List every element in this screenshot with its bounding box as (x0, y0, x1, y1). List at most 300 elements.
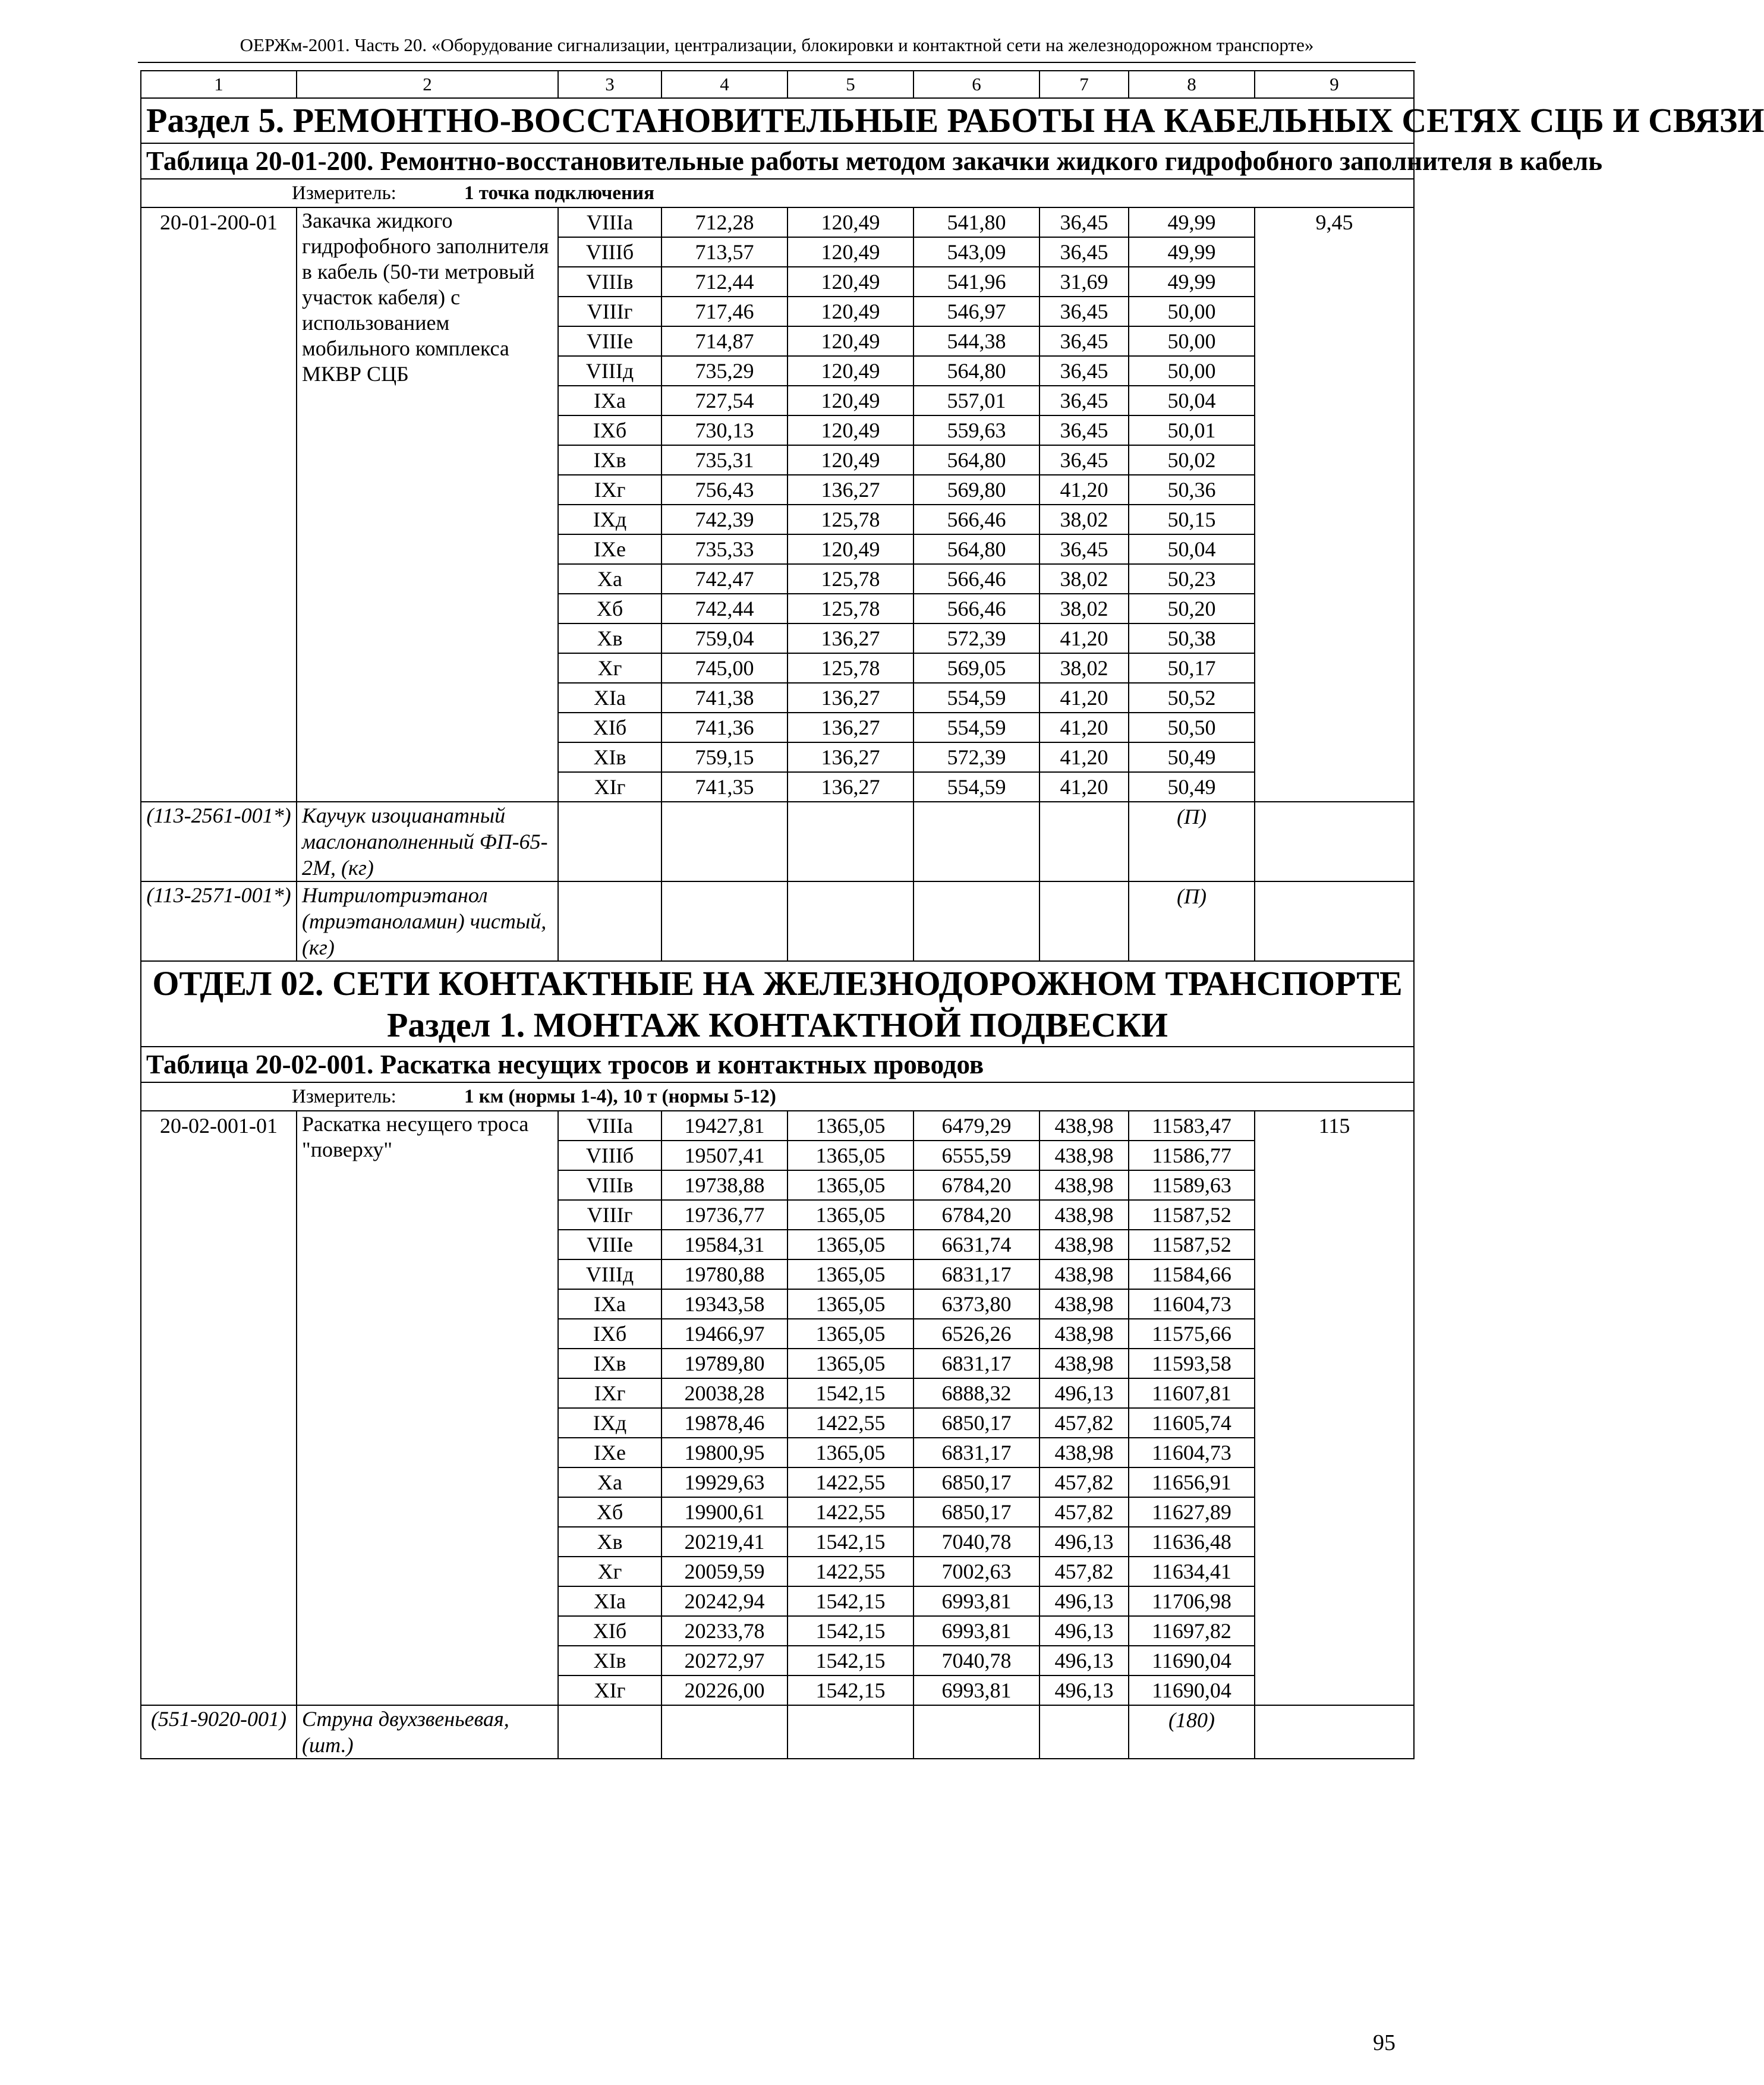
value-cell: 136,27 (788, 742, 914, 772)
value-cell: 38,02 (1040, 564, 1129, 594)
zone-cell: XIа (558, 1586, 662, 1616)
value-cell: 6831,17 (914, 1259, 1040, 1289)
empty-cell (662, 881, 788, 961)
value-cell: 572,39 (914, 742, 1040, 772)
value-cell: 756,43 (662, 475, 788, 505)
empty-cell (1040, 881, 1129, 961)
measure-label: Измеритель: (292, 182, 396, 204)
value-cell: 557,01 (914, 386, 1040, 415)
value-cell: 19789,80 (662, 1349, 788, 1378)
value-cell: 36,45 (1040, 207, 1129, 237)
value-cell: 1542,15 (788, 1378, 914, 1408)
value-cell: 11593,58 (1129, 1349, 1255, 1378)
empty-cell (1255, 1705, 1414, 1759)
zone-cell: XIа (558, 683, 662, 713)
value-cell: 120,49 (788, 297, 914, 326)
value-cell: 120,49 (788, 386, 914, 415)
value-cell: 712,28 (662, 207, 788, 237)
zone-cell: VIIIд (558, 1259, 662, 1289)
value-cell: 11697,82 (1129, 1616, 1255, 1646)
value-cell: 50,38 (1129, 623, 1255, 653)
material-code: (113-2571-001*) (141, 881, 297, 961)
table-row (141, 207, 1414, 237)
empty-cell (914, 881, 1040, 961)
value-cell: 717,46 (662, 297, 788, 326)
value-cell: 1422,55 (788, 1557, 914, 1586)
value-cell: 6850,17 (914, 1467, 1040, 1497)
division-section: Раздел 1. МОНТАЖ КОНТАКТНОЙ ПОДВЕСКИ (386, 1006, 1168, 1044)
value-cell: 120,49 (788, 267, 914, 297)
value-cell: 1542,15 (788, 1646, 914, 1675)
empty-cell (558, 802, 662, 881)
value-cell: 6993,81 (914, 1586, 1040, 1616)
value-cell: 1422,55 (788, 1497, 914, 1527)
norm-code: 20-02-001-01 (141, 1111, 297, 1705)
division-heading-row (141, 961, 1414, 1047)
value-cell: 554,59 (914, 683, 1040, 713)
empty-cell (662, 802, 788, 881)
value-cell: 11636,48 (1129, 1527, 1255, 1557)
column-number: 4 (662, 71, 788, 98)
value-cell: 6888,32 (914, 1378, 1040, 1408)
measure-cell (141, 1082, 1414, 1111)
value-cell: 438,98 (1040, 1349, 1129, 1378)
value-cell: 20272,97 (662, 1646, 788, 1675)
zone-cell: IXг (558, 1378, 662, 1408)
column-number-row (141, 71, 1414, 98)
value-cell: 438,98 (1040, 1200, 1129, 1230)
value-cell: 50,20 (1129, 594, 1255, 623)
value-cell: 136,27 (788, 623, 914, 653)
value-cell: 41,20 (1040, 772, 1129, 802)
value-cell: 19736,77 (662, 1200, 788, 1230)
header-rule (138, 62, 1416, 63)
value-cell: 1542,15 (788, 1675, 914, 1705)
value-cell: 19800,95 (662, 1438, 788, 1467)
value-cell: 11584,66 (1129, 1259, 1255, 1289)
measure-value: 1 точка подключения (464, 182, 654, 204)
zone-cell: VIIIг (558, 297, 662, 326)
zone-cell: IXб (558, 415, 662, 445)
value-cell: 7040,78 (914, 1527, 1040, 1557)
value-cell: 1542,15 (788, 1616, 914, 1646)
value-cell: 50,00 (1129, 356, 1255, 386)
zone-cell: XIв (558, 742, 662, 772)
value-cell: 136,27 (788, 713, 914, 742)
value-cell: 19878,46 (662, 1408, 788, 1438)
page-number: 95 (1373, 2030, 1396, 2055)
value-cell: 41,20 (1040, 742, 1129, 772)
value-cell: 11604,73 (1129, 1289, 1255, 1319)
empty-cell (788, 1705, 914, 1759)
division-title: ОТДЕЛ 02. СЕТИ КОНТАКТНЫЕ НА ЖЕЛЕЗНОДОРОЖНОМ ТРАНСПОРТЕ (152, 964, 1403, 1003)
value-cell: 564,80 (914, 356, 1040, 386)
value-cell: 438,98 (1040, 1319, 1129, 1349)
zone-cell: IXв (558, 445, 662, 475)
value-cell: 1365,05 (788, 1349, 914, 1378)
measure-row (141, 179, 1414, 207)
zone-cell: VIIIа (558, 207, 662, 237)
value-cell: 50,23 (1129, 564, 1255, 594)
value-cell: 1365,05 (788, 1230, 914, 1259)
value-cell: 19900,61 (662, 1497, 788, 1527)
value-cell: 50,15 (1129, 505, 1255, 534)
value-cell: 1542,15 (788, 1586, 914, 1616)
value-cell: 38,02 (1040, 594, 1129, 623)
value-cell: 136,27 (788, 475, 914, 505)
value-cell: 6479,29 (914, 1111, 1040, 1141)
value-cell: 120,49 (788, 326, 914, 356)
empty-cell (1040, 802, 1129, 881)
empty-cell (914, 802, 1040, 881)
value-cell: 20226,00 (662, 1675, 788, 1705)
column-number: 3 (558, 71, 662, 98)
value-cell: 11575,66 (1129, 1319, 1255, 1349)
zone-cell: VIIIв (558, 267, 662, 297)
value-cell: 564,80 (914, 534, 1040, 564)
value-cell: 125,78 (788, 594, 914, 623)
value-cell: 11604,73 (1129, 1438, 1255, 1467)
value-cell: 120,49 (788, 445, 914, 475)
value-cell: 36,45 (1040, 356, 1129, 386)
value-cell: 745,00 (662, 653, 788, 683)
value-cell: 735,31 (662, 445, 788, 475)
zone-cell: VIIIд (558, 356, 662, 386)
value-cell: 712,44 (662, 267, 788, 297)
value-cell: 41,20 (1040, 475, 1129, 505)
value-cell: 566,46 (914, 505, 1040, 534)
value-cell: 50,01 (1129, 415, 1255, 445)
material-value: (П) (1129, 802, 1255, 881)
zone-cell: VIIIб (558, 1141, 662, 1170)
value-cell: 125,78 (788, 564, 914, 594)
norms-table (140, 70, 1764, 1759)
value-cell: 742,39 (662, 505, 788, 534)
value-cell: 496,13 (1040, 1586, 1129, 1616)
value-cell: 1365,05 (788, 1141, 914, 1170)
value-cell: 50,49 (1129, 742, 1255, 772)
material-name: Струна двухзвеньевая, (шт.) (297, 1705, 558, 1759)
value-cell: 49,99 (1129, 237, 1255, 267)
zone-cell: VIIIб (558, 237, 662, 267)
value-cell: 1365,05 (788, 1170, 914, 1200)
value-cell: 50,52 (1129, 683, 1255, 713)
zone-cell: VIIIе (558, 326, 662, 356)
value-cell: 730,13 (662, 415, 788, 445)
empty-cell (1255, 802, 1414, 881)
empty-cell (1255, 881, 1414, 961)
zone-cell: Xа (558, 1467, 662, 1497)
zone-cell: XIв (558, 1646, 662, 1675)
col9-value: 9,45 (1255, 207, 1414, 802)
empty-cell (558, 881, 662, 961)
zone-cell: IXа (558, 386, 662, 415)
zone-cell: Xа (558, 564, 662, 594)
zone-cell: VIIIв (558, 1170, 662, 1200)
value-cell: 36,45 (1040, 534, 1129, 564)
value-cell: 735,29 (662, 356, 788, 386)
value-cell: 11607,81 (1129, 1378, 1255, 1408)
value-cell: 7002,63 (914, 1557, 1040, 1586)
value-cell: 19343,58 (662, 1289, 788, 1319)
value-cell: 6850,17 (914, 1497, 1040, 1527)
measure-label: Измеритель: (292, 1086, 396, 1107)
measure-cell (141, 179, 1414, 207)
value-cell: 438,98 (1040, 1289, 1129, 1319)
value-cell: 125,78 (788, 505, 914, 534)
zone-cell: XIг (558, 1675, 662, 1705)
value-cell: 741,38 (662, 683, 788, 713)
zone-cell: XIб (558, 713, 662, 742)
value-cell: 20219,41 (662, 1527, 788, 1557)
value-cell: 50,04 (1129, 386, 1255, 415)
value-cell: 36,45 (1040, 386, 1129, 415)
table-title: Таблица 20-01-200. Ремонтно-восстановительные работы методом закачки жидкого гидрофобного заполнителя в кабель (141, 143, 1414, 179)
value-cell: 1542,15 (788, 1527, 914, 1557)
column-number: 6 (914, 71, 1040, 98)
value-cell: 496,13 (1040, 1646, 1129, 1675)
value-cell: 11589,63 (1129, 1170, 1255, 1200)
zone-cell: IXд (558, 505, 662, 534)
value-cell: 11634,41 (1129, 1557, 1255, 1586)
zone-cell: Xг (558, 653, 662, 683)
value-cell: 6526,26 (914, 1319, 1040, 1349)
zone-cell: IXе (558, 1438, 662, 1467)
value-cell: 120,49 (788, 207, 914, 237)
table-title-row (141, 143, 1414, 179)
value-cell: 19584,31 (662, 1230, 788, 1259)
value-cell: 1365,05 (788, 1319, 914, 1349)
zone-cell: Xб (558, 594, 662, 623)
material-code: (113-2561-001*) (141, 802, 297, 881)
value-cell: 6850,17 (914, 1408, 1040, 1438)
value-cell: 50,17 (1129, 653, 1255, 683)
value-cell: 11690,04 (1129, 1646, 1255, 1675)
value-cell: 20059,59 (662, 1557, 788, 1586)
empty-cell (558, 1705, 662, 1759)
value-cell: 36,45 (1040, 326, 1129, 356)
value-cell: 6831,17 (914, 1349, 1040, 1378)
value-cell: 36,45 (1040, 415, 1129, 445)
value-cell: 38,02 (1040, 505, 1129, 534)
value-cell: 457,82 (1040, 1497, 1129, 1527)
value-cell: 36,45 (1040, 445, 1129, 475)
empty-cell (662, 1705, 788, 1759)
value-cell: 564,80 (914, 445, 1040, 475)
value-cell: 11587,52 (1129, 1230, 1255, 1259)
empty-cell (914, 1705, 1040, 1759)
section-heading: Раздел 5. РЕМОНТНО-ВОССТАНОВИТЕЛЬНЫЕ РАБОТЫ НА КАБЕЛЬНЫХ СЕТЯХ СЦБ И СВЯЗИ (141, 98, 1414, 143)
zone-cell: IXа (558, 1289, 662, 1319)
value-cell: 125,78 (788, 653, 914, 683)
column-number: 2 (297, 71, 558, 98)
value-cell: 457,82 (1040, 1557, 1129, 1586)
value-cell: 20038,28 (662, 1378, 788, 1408)
table-title: Таблица 20-02-001. Раскатка несущих тросов и контактных проводов (141, 1047, 1414, 1082)
value-cell: 19780,88 (662, 1259, 788, 1289)
value-cell: 541,80 (914, 207, 1040, 237)
value-cell: 457,82 (1040, 1408, 1129, 1438)
zone-cell: IXг (558, 475, 662, 505)
value-cell: 713,57 (662, 237, 788, 267)
table-row (141, 1111, 1414, 1141)
value-cell: 120,49 (788, 237, 914, 267)
value-cell: 1365,05 (788, 1111, 914, 1141)
column-number: 1 (141, 71, 297, 98)
material-code: (551-9020-001) (141, 1705, 297, 1759)
value-cell: 19466,97 (662, 1319, 788, 1349)
value-cell: 38,02 (1040, 653, 1129, 683)
value-cell: 6631,74 (914, 1230, 1040, 1259)
value-cell: 566,46 (914, 564, 1040, 594)
value-cell: 6373,80 (914, 1289, 1040, 1319)
material-value: (П) (1129, 881, 1255, 961)
value-cell: 1365,05 (788, 1289, 914, 1319)
value-cell: 120,49 (788, 356, 914, 386)
value-cell: 50,00 (1129, 297, 1255, 326)
value-cell: 11656,91 (1129, 1467, 1255, 1497)
value-cell: 496,13 (1040, 1527, 1129, 1557)
value-cell: 19507,41 (662, 1141, 788, 1170)
value-cell: 741,36 (662, 713, 788, 742)
value-cell: 19929,63 (662, 1467, 788, 1497)
norm-description: Раскатка несущего троса "поверху" (297, 1111, 558, 1705)
material-row (141, 881, 1414, 961)
value-cell: 11690,04 (1129, 1675, 1255, 1705)
value-cell: 496,13 (1040, 1378, 1129, 1408)
division-heading (141, 961, 1414, 1047)
value-cell: 543,09 (914, 237, 1040, 267)
value-cell: 50,04 (1129, 534, 1255, 564)
zone-cell: IXд (558, 1408, 662, 1438)
value-cell: 438,98 (1040, 1111, 1129, 1141)
value-cell: 496,13 (1040, 1616, 1129, 1646)
column-number: 8 (1129, 71, 1255, 98)
value-cell: 1422,55 (788, 1467, 914, 1497)
value-cell: 559,63 (914, 415, 1040, 445)
value-cell: 727,54 (662, 386, 788, 415)
norm-code: 20-01-200-01 (141, 207, 297, 802)
value-cell: 11627,89 (1129, 1497, 1255, 1527)
zone-cell: Xб (558, 1497, 662, 1527)
value-cell: 7040,78 (914, 1646, 1040, 1675)
value-cell: 569,05 (914, 653, 1040, 683)
zone-cell: Xг (558, 1557, 662, 1586)
value-cell: 1365,05 (788, 1259, 914, 1289)
zone-cell: Xв (558, 1527, 662, 1557)
value-cell: 20242,94 (662, 1586, 788, 1616)
value-cell: 1365,05 (788, 1200, 914, 1230)
material-row (141, 802, 1414, 881)
value-cell: 457,82 (1040, 1467, 1129, 1497)
value-cell: 572,39 (914, 623, 1040, 653)
value-cell: 6993,81 (914, 1675, 1040, 1705)
value-cell: 554,59 (914, 713, 1040, 742)
value-cell: 50,00 (1129, 326, 1255, 356)
value-cell: 120,49 (788, 415, 914, 445)
value-cell: 11587,52 (1129, 1200, 1255, 1230)
running-header: ОЕРЖм-2001. Часть 20. «Оборудование сигнализации, централизации, блокировки и контактной сети на железнодорожном транспорте» (240, 34, 1314, 55)
material-value: (180) (1129, 1705, 1255, 1759)
value-cell: 50,36 (1129, 475, 1255, 505)
value-cell: 1422,55 (788, 1408, 914, 1438)
value-cell: 41,20 (1040, 623, 1129, 653)
empty-cell (788, 881, 914, 961)
column-number: 7 (1040, 71, 1129, 98)
value-cell: 11583,47 (1129, 1111, 1255, 1141)
value-cell: 50,49 (1129, 772, 1255, 802)
value-cell: 735,33 (662, 534, 788, 564)
material-row (141, 1705, 1414, 1759)
zone-cell: IXб (558, 1319, 662, 1349)
value-cell: 41,20 (1040, 683, 1129, 713)
value-cell: 546,97 (914, 297, 1040, 326)
value-cell: 6993,81 (914, 1616, 1040, 1646)
value-cell: 6555,59 (914, 1141, 1040, 1170)
value-cell: 742,44 (662, 594, 788, 623)
value-cell: 496,13 (1040, 1675, 1129, 1705)
value-cell: 49,99 (1129, 267, 1255, 297)
value-cell: 1365,05 (788, 1438, 914, 1467)
value-cell: 136,27 (788, 772, 914, 802)
value-cell: 50,50 (1129, 713, 1255, 742)
value-cell: 438,98 (1040, 1230, 1129, 1259)
value-cell: 11706,98 (1129, 1586, 1255, 1616)
zone-cell: VIIIа (558, 1111, 662, 1141)
value-cell: 36,45 (1040, 297, 1129, 326)
zone-cell: VIIIе (558, 1230, 662, 1259)
zone-cell: XIб (558, 1616, 662, 1646)
measure-value: 1 км (нормы 1-4), 10 т (нормы 5-12) (464, 1086, 776, 1107)
material-name: Каучук изоцианатный маслонаполненный ФП-65-2М, (кг) (297, 802, 558, 881)
value-cell: 541,96 (914, 267, 1040, 297)
value-cell: 41,20 (1040, 713, 1129, 742)
material-name: Нитрилотриэтанол (триэтаноламин) чистый, (кг) (297, 881, 558, 961)
value-cell: 6784,20 (914, 1170, 1040, 1200)
value-cell: 714,87 (662, 326, 788, 356)
col9-value: 115 (1255, 1111, 1414, 1705)
value-cell: 438,98 (1040, 1259, 1129, 1289)
value-cell: 19427,81 (662, 1111, 788, 1141)
value-cell: 566,46 (914, 594, 1040, 623)
section-heading-row (141, 98, 1414, 143)
value-cell: 50,02 (1129, 445, 1255, 475)
value-cell: 136,27 (788, 683, 914, 713)
empty-cell (1040, 1705, 1129, 1759)
zone-cell: IXв (558, 1349, 662, 1378)
value-cell: 741,35 (662, 772, 788, 802)
value-cell: 20233,78 (662, 1616, 788, 1646)
value-cell: 11586,77 (1129, 1141, 1255, 1170)
zone-cell: IXе (558, 534, 662, 564)
zone-cell: Xв (558, 623, 662, 653)
value-cell: 31,69 (1040, 267, 1129, 297)
value-cell: 438,98 (1040, 1170, 1129, 1200)
value-cell: 742,47 (662, 564, 788, 594)
value-cell: 19738,88 (662, 1170, 788, 1200)
measure-row (141, 1082, 1414, 1111)
value-cell: 36,45 (1040, 237, 1129, 267)
column-number: 9 (1255, 71, 1414, 98)
value-cell: 554,59 (914, 772, 1040, 802)
value-cell: 49,99 (1129, 207, 1255, 237)
value-cell: 438,98 (1040, 1141, 1129, 1170)
value-cell: 759,04 (662, 623, 788, 653)
zone-cell: VIIIг (558, 1200, 662, 1230)
value-cell: 438,98 (1040, 1438, 1129, 1467)
value-cell: 6831,17 (914, 1438, 1040, 1467)
value-cell: 6784,20 (914, 1200, 1040, 1230)
